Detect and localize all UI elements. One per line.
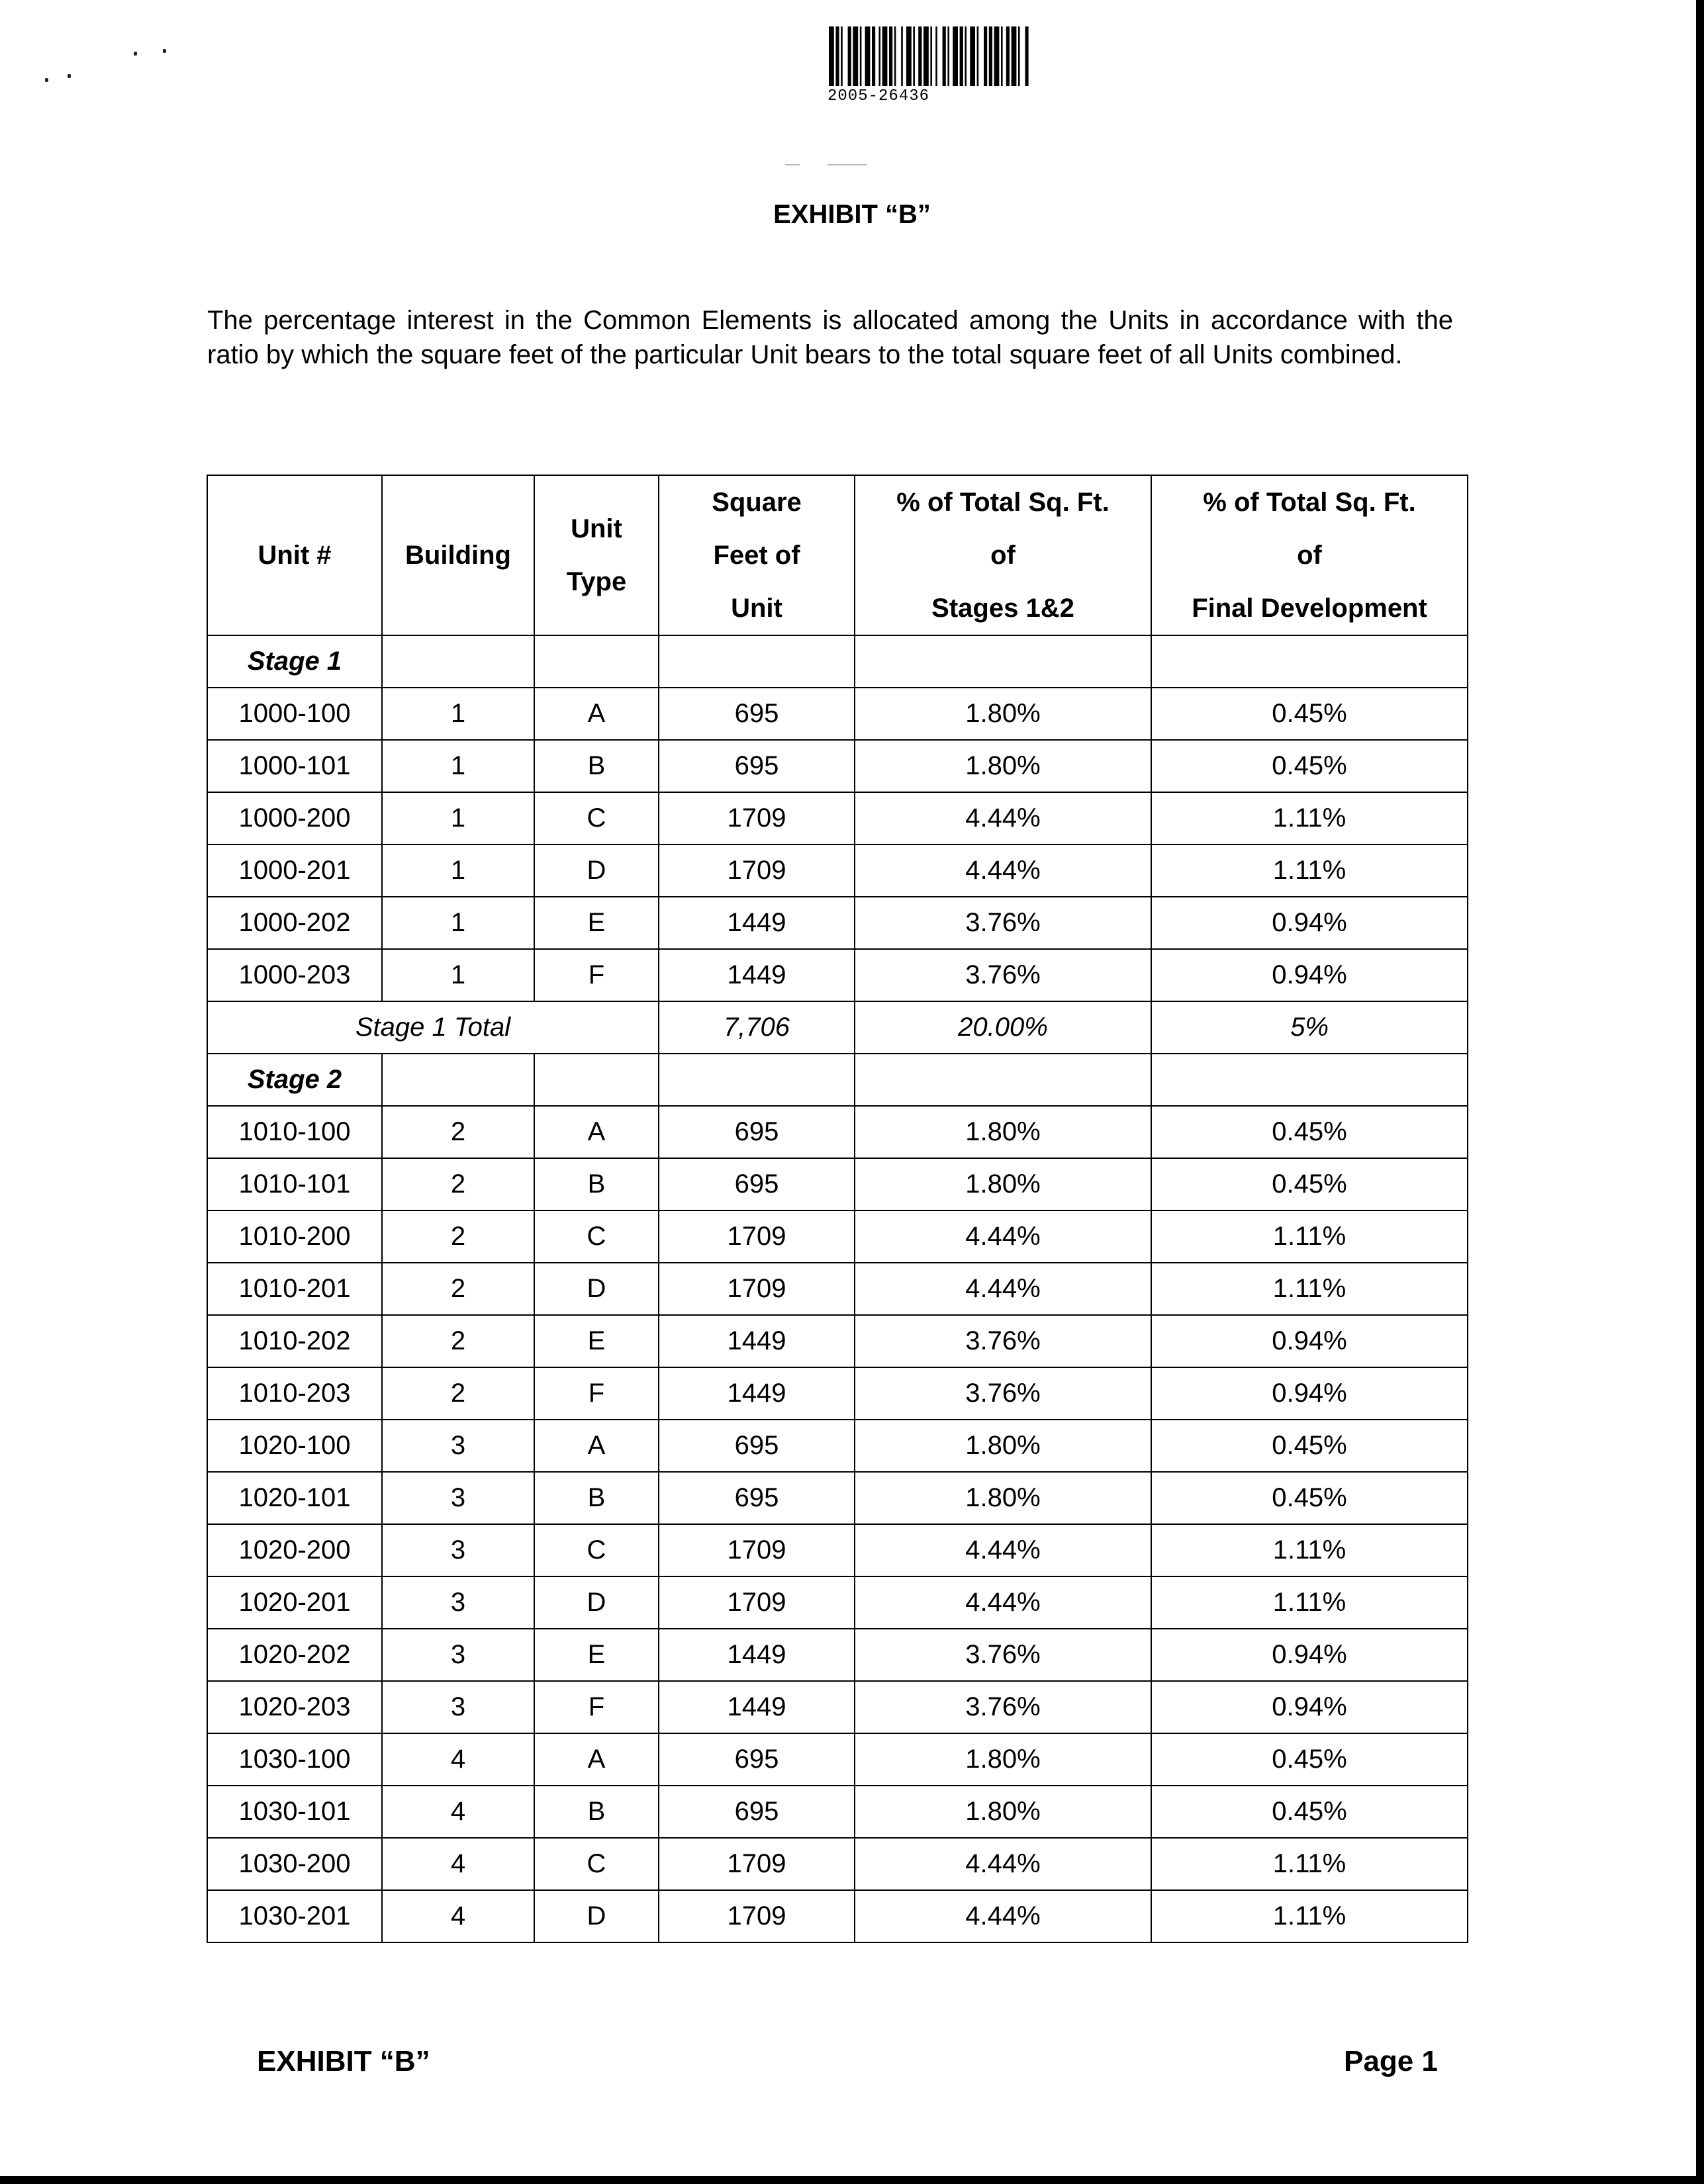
barcode-bar bbox=[829, 26, 834, 86]
cell-pct-stages: 1.80% bbox=[855, 1158, 1151, 1210]
empty-cell bbox=[382, 1054, 534, 1106]
cell-pct-stages: 1.80% bbox=[855, 740, 1151, 792]
header-pct-stages: % of Total Sq. Ft. of Stages 1&2 bbox=[855, 475, 1151, 635]
cell-sqft: 1709 bbox=[659, 1210, 855, 1263]
table-row bbox=[207, 1681, 1468, 1733]
table-row bbox=[207, 1210, 1468, 1263]
table-row bbox=[207, 1786, 1468, 1838]
table-row bbox=[207, 1263, 1468, 1315]
cell-unit: 1010-203 bbox=[207, 1367, 382, 1420]
table-row bbox=[207, 792, 1468, 844]
cell-type: A bbox=[534, 1420, 659, 1472]
cell-type: B bbox=[534, 1786, 659, 1838]
cell-building: 3 bbox=[382, 1576, 534, 1629]
total-pct-final: 5% bbox=[1151, 1001, 1468, 1054]
cell-unit: 1010-201 bbox=[207, 1263, 382, 1315]
stage-total-label: Stage 1 Total bbox=[207, 1001, 659, 1054]
barcode-bar bbox=[901, 26, 903, 86]
cell-pct-stages: 4.44% bbox=[855, 792, 1151, 844]
cell-building: 2 bbox=[382, 1158, 534, 1210]
barcode-bar bbox=[1025, 26, 1028, 86]
cell-sqft: 1449 bbox=[659, 897, 855, 949]
table-row bbox=[207, 1890, 1468, 1942]
cell-pct-final: 0.94% bbox=[1151, 1315, 1468, 1367]
table-row bbox=[207, 1524, 1468, 1576]
barcode-bar bbox=[923, 26, 929, 86]
cell-pct-final: 1.11% bbox=[1151, 1890, 1468, 1942]
empty-cell bbox=[1151, 635, 1468, 688]
empty-cell bbox=[659, 635, 855, 688]
cell-building: 1 bbox=[382, 688, 534, 740]
barcode-bar bbox=[889, 26, 892, 86]
barcode-bar bbox=[835, 26, 839, 86]
total-sqft: 7,706 bbox=[659, 1001, 855, 1054]
cell-sqft: 695 bbox=[659, 1420, 855, 1472]
cell-building: 1 bbox=[382, 949, 534, 1001]
cell-pct-final: 0.45% bbox=[1151, 1106, 1468, 1158]
barcode-bar bbox=[853, 26, 858, 86]
cell-unit: 1020-201 bbox=[207, 1576, 382, 1629]
cell-building: 3 bbox=[382, 1629, 534, 1681]
cell-building: 2 bbox=[382, 1367, 534, 1420]
cell-unit: 1010-202 bbox=[207, 1315, 382, 1367]
cell-sqft: 1709 bbox=[659, 1838, 855, 1890]
cell-sqft: 695 bbox=[659, 740, 855, 792]
cell-pct-stages: 1.80% bbox=[855, 1733, 1151, 1786]
cell-type: E bbox=[534, 897, 659, 949]
cell-type: C bbox=[534, 1210, 659, 1263]
cell-unit: 1030-100 bbox=[207, 1733, 382, 1786]
cell-pct-final: 0.45% bbox=[1151, 1420, 1468, 1472]
cell-pct-stages: 3.76% bbox=[855, 1681, 1151, 1733]
cell-pct-final: 0.45% bbox=[1151, 1158, 1468, 1210]
footer-page-number: Page 1 bbox=[1344, 2045, 1438, 2077]
cell-unit: 1010-101 bbox=[207, 1158, 382, 1210]
cell-building: 1 bbox=[382, 844, 534, 897]
cell-building: 2 bbox=[382, 1315, 534, 1367]
barcode-bar bbox=[1006, 26, 1010, 86]
footer-exhibit-label: EXHIBIT “B” bbox=[257, 2045, 430, 2077]
cell-type: F bbox=[534, 949, 659, 1001]
table-row bbox=[207, 740, 1468, 792]
cell-pct-stages: 4.44% bbox=[855, 1263, 1151, 1315]
cell-pct-final: 1.11% bbox=[1151, 792, 1468, 844]
cell-sqft: 1709 bbox=[659, 792, 855, 844]
cell-building: 3 bbox=[382, 1681, 534, 1733]
barcode-bar bbox=[1012, 26, 1017, 86]
cell-building: 2 bbox=[382, 1263, 534, 1315]
barcode-bar bbox=[882, 26, 888, 86]
barcode-bar bbox=[906, 26, 912, 86]
barcode-bar bbox=[918, 26, 922, 86]
cell-type: B bbox=[534, 1158, 659, 1210]
cell-type: D bbox=[534, 1263, 659, 1315]
cell-building: 2 bbox=[382, 1210, 534, 1263]
cell-unit: 1000-203 bbox=[207, 949, 382, 1001]
cell-unit: 1030-201 bbox=[207, 1890, 382, 1942]
table-row bbox=[207, 949, 1468, 1001]
cell-building: 4 bbox=[382, 1733, 534, 1786]
cell-building: 2 bbox=[382, 1106, 534, 1158]
table-row bbox=[207, 844, 1468, 897]
table-row bbox=[207, 1733, 1468, 1786]
cell-pct-stages: 1.80% bbox=[855, 1106, 1151, 1158]
table-row bbox=[207, 897, 1468, 949]
table-row bbox=[207, 1576, 1468, 1629]
unit-allocation-table bbox=[207, 475, 1468, 1943]
cell-unit: 1000-100 bbox=[207, 688, 382, 740]
cell-unit: 1020-100 bbox=[207, 1420, 382, 1472]
barcode-bar bbox=[1001, 26, 1003, 86]
cell-building: 3 bbox=[382, 1420, 534, 1472]
cell-type: D bbox=[534, 1890, 659, 1942]
header-square-feet: Square Feet of Unit bbox=[659, 475, 855, 635]
cell-sqft: 695 bbox=[659, 688, 855, 740]
cell-pct-stages: 4.44% bbox=[855, 844, 1151, 897]
cell-pct-final: 1.11% bbox=[1151, 1263, 1468, 1315]
cell-building: 3 bbox=[382, 1524, 534, 1576]
cell-building: 4 bbox=[382, 1786, 534, 1838]
cell-sqft: 695 bbox=[659, 1158, 855, 1210]
empty-cell bbox=[534, 1054, 659, 1106]
barcode-bar bbox=[848, 26, 851, 86]
cell-unit: 1000-201 bbox=[207, 844, 382, 897]
cell-unit: 1030-101 bbox=[207, 1786, 382, 1838]
cell-pct-stages: 3.76% bbox=[855, 897, 1151, 949]
cell-pct-final: 0.45% bbox=[1151, 1472, 1468, 1524]
header-unit: Unit # bbox=[207, 475, 382, 635]
empty-cell bbox=[855, 635, 1151, 688]
cell-sqft: 1449 bbox=[659, 1367, 855, 1420]
cell-sqft: 1709 bbox=[659, 1263, 855, 1315]
table-row bbox=[207, 688, 1468, 740]
exhibit-title: EXHIBIT “B” bbox=[773, 200, 931, 229]
cell-building: 4 bbox=[382, 1838, 534, 1890]
cell-unit: 1020-202 bbox=[207, 1629, 382, 1681]
barcode-bar bbox=[970, 26, 975, 86]
cell-sqft: 1709 bbox=[659, 1524, 855, 1576]
cell-pct-stages: 3.76% bbox=[855, 1367, 1151, 1420]
cell-sqft: 1449 bbox=[659, 1681, 855, 1733]
cell-pct-final: 0.45% bbox=[1151, 1786, 1468, 1838]
cell-type: A bbox=[534, 688, 659, 740]
cell-sqft: 1449 bbox=[659, 1629, 855, 1681]
barcode-bar bbox=[965, 26, 967, 86]
table-row bbox=[207, 1420, 1468, 1472]
cell-pct-final: 0.94% bbox=[1151, 897, 1468, 949]
cell-building: 3 bbox=[382, 1472, 534, 1524]
cell-unit: 1010-200 bbox=[207, 1210, 382, 1263]
cell-pct-stages: 4.44% bbox=[855, 1210, 1151, 1263]
cell-sqft: 1709 bbox=[659, 1576, 855, 1629]
cell-building: 1 bbox=[382, 740, 534, 792]
cell-sqft: 695 bbox=[659, 1733, 855, 1786]
cell-pct-stages: 3.76% bbox=[855, 949, 1151, 1001]
table-row bbox=[207, 1158, 1468, 1210]
cell-pct-final: 1.11% bbox=[1151, 1524, 1468, 1576]
empty-cell bbox=[855, 1054, 1151, 1106]
barcode-bar bbox=[913, 26, 915, 86]
cell-type: C bbox=[534, 792, 659, 844]
cell-pct-stages: 4.44% bbox=[855, 1838, 1151, 1890]
cell-building: 1 bbox=[382, 792, 534, 844]
stage-heading-row bbox=[207, 635, 1468, 688]
cell-unit: 1020-200 bbox=[207, 1524, 382, 1576]
empty-cell bbox=[382, 635, 534, 688]
barcode-bar bbox=[860, 26, 862, 86]
header-unit-type: Unit Type bbox=[534, 475, 659, 635]
faint-mark bbox=[828, 164, 867, 165]
cell-unit: 1010-100 bbox=[207, 1106, 382, 1158]
barcode-bar bbox=[894, 26, 896, 86]
cell-pct-stages: 3.76% bbox=[855, 1315, 1151, 1367]
cell-sqft: 695 bbox=[659, 1472, 855, 1524]
barcode-bar bbox=[878, 26, 880, 86]
cell-building: 4 bbox=[382, 1890, 534, 1942]
barcode-bar bbox=[935, 26, 937, 86]
cell-pct-final: 1.11% bbox=[1151, 1838, 1468, 1890]
cell-type: D bbox=[534, 1576, 659, 1629]
cell-building: 1 bbox=[382, 897, 534, 949]
cell-pct-stages: 1.80% bbox=[855, 1472, 1151, 1524]
cell-pct-stages: 4.44% bbox=[855, 1524, 1151, 1576]
cell-pct-stages: 1.80% bbox=[855, 1786, 1151, 1838]
cell-sqft: 1709 bbox=[659, 1890, 855, 1942]
table-header-row bbox=[207, 475, 1468, 635]
cell-sqft: 1449 bbox=[659, 1315, 855, 1367]
barcode-bar bbox=[960, 26, 963, 86]
stage-total-row bbox=[207, 1001, 1468, 1054]
table-row bbox=[207, 1838, 1468, 1890]
cell-unit: 1000-101 bbox=[207, 740, 382, 792]
barcode bbox=[828, 26, 1125, 86]
stage-heading-row bbox=[207, 1054, 1468, 1106]
faint-mark bbox=[785, 164, 800, 165]
table-row bbox=[207, 1315, 1468, 1367]
scan-specks bbox=[40, 40, 185, 93]
table-row bbox=[207, 1629, 1468, 1681]
cell-pct-final: 1.11% bbox=[1151, 1576, 1468, 1629]
total-pct-stages: 20.00% bbox=[855, 1001, 1151, 1054]
barcode-bar bbox=[953, 26, 958, 86]
empty-cell bbox=[1151, 1054, 1468, 1106]
cell-unit: 1020-203 bbox=[207, 1681, 382, 1733]
cell-sqft: 1709 bbox=[659, 844, 855, 897]
cell-type: C bbox=[534, 1838, 659, 1890]
barcode-number: 2005-26436 bbox=[828, 87, 930, 105]
cell-pct-final: 0.94% bbox=[1151, 1367, 1468, 1420]
barcode-bar bbox=[865, 26, 871, 86]
cell-sqft: 695 bbox=[659, 1106, 855, 1158]
barcode-bar bbox=[930, 26, 932, 86]
stage-label: Stage 1 bbox=[207, 635, 382, 688]
table-row bbox=[207, 1106, 1468, 1158]
cell-pct-stages: 4.44% bbox=[855, 1576, 1151, 1629]
cell-pct-final: 0.94% bbox=[1151, 1681, 1468, 1733]
cell-type: C bbox=[534, 1524, 659, 1576]
cell-pct-stages: 1.80% bbox=[855, 1420, 1151, 1472]
cell-type: F bbox=[534, 1367, 659, 1420]
cell-pct-final: 0.45% bbox=[1151, 740, 1468, 792]
cell-type: E bbox=[534, 1629, 659, 1681]
barcode-bar bbox=[1018, 26, 1020, 86]
barcode-bar bbox=[984, 26, 987, 86]
table-row bbox=[207, 1367, 1468, 1420]
stage-label: Stage 2 bbox=[207, 1054, 382, 1106]
barcode-bar bbox=[977, 26, 979, 86]
barcode-bar bbox=[872, 26, 875, 86]
cell-pct-final: 0.45% bbox=[1151, 688, 1468, 740]
table-row bbox=[207, 1472, 1468, 1524]
barcode-bar bbox=[841, 26, 843, 86]
cell-pct-final: 0.94% bbox=[1151, 1629, 1468, 1681]
cell-unit: 1000-202 bbox=[207, 897, 382, 949]
cell-pct-stages: 3.76% bbox=[855, 1629, 1151, 1681]
cell-sqft: 1449 bbox=[659, 949, 855, 1001]
barcode-bar bbox=[947, 26, 949, 86]
barcode-bar bbox=[989, 26, 992, 86]
header-building: Building bbox=[382, 475, 534, 635]
cell-unit: 1030-200 bbox=[207, 1838, 382, 1890]
intro-paragraph: The percentage interest in the Common Elements is allocated among the Units in accordance with the ratio by which the square feet of the particular Unit bears to the total square feet of all Units combined. bbox=[207, 306, 1453, 369]
cell-type: F bbox=[534, 1681, 659, 1733]
cell-pct-stages: 1.80% bbox=[855, 688, 1151, 740]
cell-type: D bbox=[534, 844, 659, 897]
cell-sqft: 695 bbox=[659, 1786, 855, 1838]
empty-cell bbox=[534, 635, 659, 688]
cell-unit: 1020-101 bbox=[207, 1472, 382, 1524]
cell-type: B bbox=[534, 1472, 659, 1524]
barcode-bar bbox=[943, 26, 946, 86]
header-pct-final: % of Total Sq. Ft. of Final Development bbox=[1151, 475, 1468, 635]
cell-pct-final: 0.94% bbox=[1151, 949, 1468, 1001]
cell-type: B bbox=[534, 740, 659, 792]
cell-pct-final: 0.45% bbox=[1151, 1733, 1468, 1786]
cell-type: A bbox=[534, 1733, 659, 1786]
cell-pct-final: 1.11% bbox=[1151, 844, 1468, 897]
barcode-bar bbox=[994, 26, 1000, 86]
empty-cell bbox=[659, 1054, 855, 1106]
cell-pct-final: 1.11% bbox=[1151, 1210, 1468, 1263]
cell-type: A bbox=[534, 1106, 659, 1158]
cell-type: E bbox=[534, 1315, 659, 1367]
cell-unit: 1000-200 bbox=[207, 792, 382, 844]
cell-pct-stages: 4.44% bbox=[855, 1890, 1151, 1942]
